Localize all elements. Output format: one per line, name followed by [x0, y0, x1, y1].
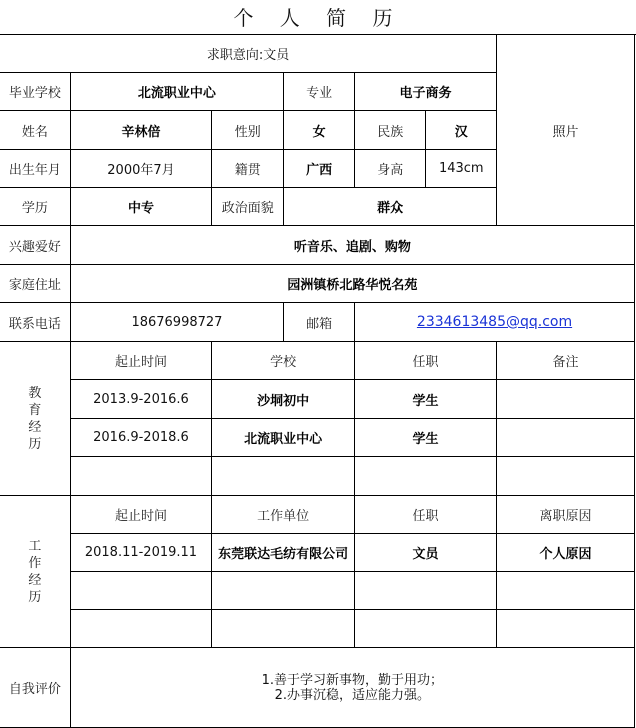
education-section-label: 教 育 经 历 [0, 342, 70, 496]
origin-value: 广西 [284, 150, 355, 188]
name-value: 辛林倍 [70, 111, 212, 150]
work-header-row [0, 496, 635, 534]
phone-value: 18676998727 [70, 303, 283, 342]
education-header-role: 任职 [355, 342, 497, 380]
objective-cell [0, 35, 497, 73]
education-period: 2013.9-2016.6 [70, 380, 212, 419]
education-period: 2016.9-2018.6 [70, 419, 212, 457]
work-company: 东莞联达毛纺有限公司 [212, 534, 355, 572]
education-level-value: 中专 [70, 188, 212, 226]
self-eval-line: 1.善于学习新事物，勤于用功； [261, 672, 444, 688]
education-school [212, 457, 355, 496]
work-header-role: 任职 [355, 496, 497, 534]
education-school: 沙垌初中 [212, 380, 355, 419]
hobbies-label: 兴趣爱好 [0, 226, 70, 265]
education-note [497, 457, 635, 496]
political-value: 群众 [284, 188, 497, 226]
education-level-label: 学历 [0, 188, 70, 226]
self-eval-text [70, 648, 634, 728]
address-label: 家庭住址 [0, 265, 70, 303]
education-note [497, 380, 635, 419]
school-label: 毕业学校 [0, 73, 70, 111]
table-row [0, 380, 635, 419]
objective-row [0, 35, 635, 73]
work-company [212, 572, 355, 610]
email-label: 邮箱 [284, 303, 355, 342]
hobbies-value: 听音乐、追剧、购物 [70, 226, 634, 265]
education-role [355, 457, 497, 496]
ethnicity-value: 汉 [426, 111, 497, 150]
work-header-company: 工作单位 [212, 496, 355, 534]
table-row [0, 534, 635, 572]
work-header-period: 起止时间 [70, 496, 212, 534]
table-row [0, 457, 635, 496]
photo-cell: 照片 [497, 35, 635, 226]
education-header-row [0, 342, 635, 380]
height-value: 143cm [426, 150, 497, 188]
work-role [355, 572, 497, 610]
self-eval-label: 自我评价 [0, 648, 70, 728]
education-period [70, 457, 212, 496]
political-label: 政治面貌 [212, 188, 284, 226]
table-row [0, 572, 635, 610]
work-reason [497, 610, 635, 648]
objective-label: 求职意向: [206, 48, 264, 63]
name-label: 姓名 [0, 111, 70, 150]
work-role: 文员 [355, 534, 497, 572]
school-value: 北流职业中心 [70, 73, 283, 111]
education-header-school: 学校 [212, 342, 355, 380]
origin-label: 籍贯 [212, 150, 284, 188]
gender-label: 性别 [212, 111, 284, 150]
major-value: 电子商务 [355, 73, 497, 111]
work-reason: 个人原因 [497, 534, 635, 572]
objective-value: 文员 [263, 48, 290, 63]
birth-value: 2000年7月 [70, 150, 212, 188]
education-school: 北流职业中心 [212, 419, 355, 457]
self-eval-row [0, 648, 635, 728]
address-value: 园洲镇桥北路华悦名苑 [70, 265, 634, 303]
phone-label: 联系电话 [0, 303, 70, 342]
work-role [355, 610, 497, 648]
work-period [70, 572, 212, 610]
work-company [212, 610, 355, 648]
ethnicity-label: 民族 [355, 111, 426, 150]
email-link[interactable]: 2334613485@qq.com [416, 314, 573, 330]
page-title: 个 人 简 历 [0, 0, 636, 35]
birth-label: 出生年月 [0, 150, 70, 188]
education-role: 学生 [355, 380, 497, 419]
hobbies-row [0, 226, 635, 265]
work-reason [497, 572, 635, 610]
education-header-period: 起止时间 [70, 342, 212, 380]
work-header-reason: 离职原因 [497, 496, 635, 534]
work-period [70, 610, 212, 648]
contact-row [0, 303, 635, 342]
work-period: 2018.11-2019.11 [70, 534, 212, 572]
education-note [497, 419, 635, 457]
resume-table [0, 34, 635, 728]
table-row [0, 610, 635, 648]
table-row [0, 419, 635, 457]
major-label: 专业 [284, 73, 355, 111]
education-header-note: 备注 [497, 342, 635, 380]
education-role: 学生 [355, 419, 497, 457]
gender-value: 女 [284, 111, 355, 150]
email-cell [355, 303, 635, 342]
self-eval-line: 2.办事沉稳，适应能力强。 [274, 687, 431, 703]
work-section-label: 工 作 经 历 [0, 496, 70, 648]
address-row [0, 265, 635, 303]
height-label: 身高 [355, 150, 426, 188]
